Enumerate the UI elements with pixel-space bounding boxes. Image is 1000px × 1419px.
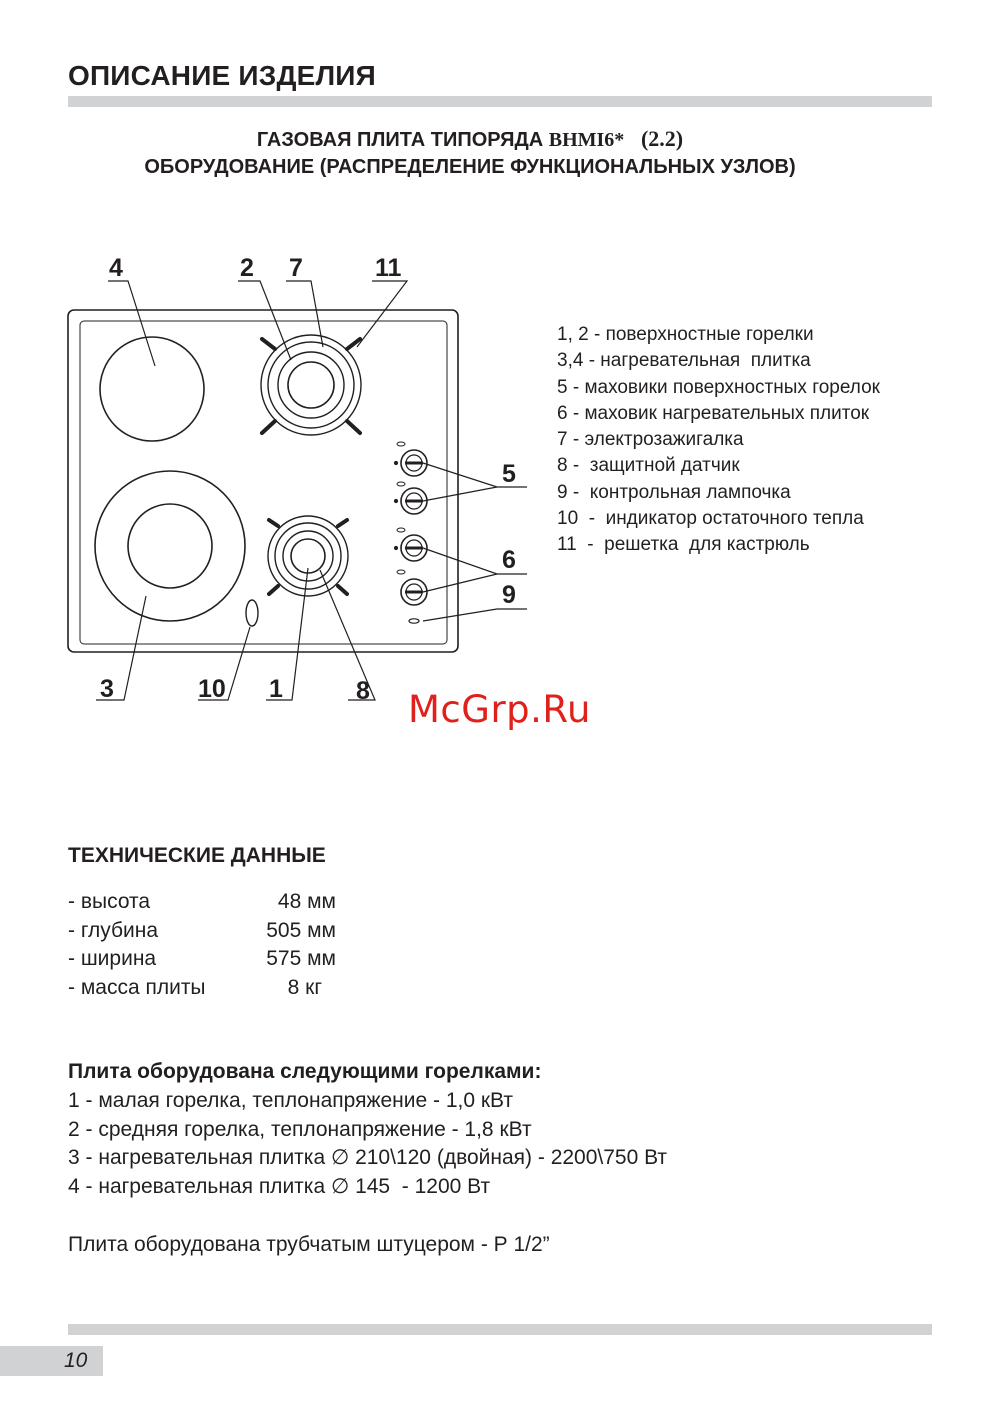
hotplate-4	[100, 337, 204, 441]
legend-item: 8 - защитной датчик	[557, 455, 740, 477]
spec-label: - глубина	[68, 918, 159, 942]
subtitle-line-2: ОБОРУДОВАНИЕ (РАСПРЕДЕЛЕНИЕ ФУНКЦИОНАЛЬНЫХ УЗЛОВ)	[144, 156, 796, 178]
callout-9: 9	[502, 581, 516, 609]
legend-item: 7 - электрозажигалка	[557, 429, 744, 451]
burners-title: Плита оборудована следующими горелками:	[68, 1060, 542, 1083]
model-variant: (2.2)	[640, 126, 684, 151]
burner-item: 4 - нагревательная плитка ∅ 145 - 1200 Вт	[68, 1175, 491, 1199]
spec-value: 8 кг	[287, 976, 322, 1000]
spec-label: - ширина	[68, 947, 157, 971]
knob-burner-1	[394, 482, 427, 514]
subtitle-prefix: ГАЗОВАЯ ПЛИТА ТИПОРЯДА	[256, 129, 549, 151]
spec-value: 505 мм	[266, 918, 336, 942]
callout-6: 6	[502, 546, 516, 574]
tech-data-title: ТЕХНИЧЕСКИЕ ДАННЫЕ	[68, 844, 326, 867]
burner-1	[268, 516, 348, 596]
spec-label: - масса плиты	[68, 976, 206, 1000]
spec-label: - высота	[68, 890, 151, 913]
burner-item: 3 - нагревательная плитка ∅ 210\120 (двойная) - 2200\750 Вт	[68, 1146, 668, 1170]
leader-lines	[96, 281, 527, 700]
callout-2: 2	[240, 254, 254, 282]
page-number: 10	[64, 1349, 88, 1372]
residual-heat-indicator	[246, 600, 258, 626]
hotplate-3-inner	[128, 504, 212, 588]
callout-3: 3	[100, 675, 114, 703]
legend-item: 6 - маховик нагревательных плиток	[557, 402, 870, 424]
callout-7: 7	[289, 254, 303, 282]
cooktop-diagram	[0, 240, 540, 720]
callout-11: 11	[375, 254, 402, 282]
page-number-box	[0, 1346, 103, 1376]
spec-row	[68, 888, 368, 917]
legend-item: 9 - контрольная лампочка	[557, 481, 791, 503]
footer-divider	[68, 1324, 932, 1335]
gas-fitting-note: Плита оборудована трубчатым штуцером - Р 1/2”	[68, 1233, 550, 1256]
knob-hotplate-4	[394, 528, 427, 561]
spec-value: 575 мм	[266, 947, 336, 971]
legend-item: 5 - маховики поверхностных горелок	[557, 376, 880, 398]
burner-item: 2 - средняя горелка, теплонапряжение - 1,8 кВт	[68, 1117, 532, 1141]
callout-1: 1	[269, 675, 283, 703]
control-lamp	[409, 619, 419, 623]
subtitle-line-1	[0, 126, 940, 152]
diagram-legend	[557, 322, 880, 559]
model-code: BHMI6*	[548, 129, 625, 151]
legend-item: 1, 2 - поверхностные горелки	[557, 324, 814, 345]
spec-row	[68, 917, 368, 946]
callout-10: 10	[198, 675, 226, 703]
burners-list	[68, 1087, 667, 1202]
legend-item: 10 - индикатор остаточного тепла	[557, 508, 864, 530]
legend-item: 3,4 - нагревательная плитка	[557, 350, 811, 372]
knob-hotplate-3	[397, 570, 427, 605]
control-knobs	[394, 442, 427, 623]
burner-item: 1 - малая горелка, теплонапряжение - 1,0 кВт	[68, 1089, 513, 1112]
burner-2	[261, 335, 361, 435]
header-divider	[68, 96, 932, 107]
cooktop-outer-frame	[68, 310, 458, 652]
spec-row	[68, 974, 368, 1003]
legend-item: 11 - решетка для кастрюль	[557, 534, 810, 556]
spec-row	[68, 945, 368, 974]
hotplate-3-outer	[95, 471, 245, 621]
knob-burner-2	[394, 442, 427, 476]
page-title: ОПИСАНИЕ ИЗДЕЛИЯ	[68, 60, 376, 91]
spec-value: 48 мм	[277, 890, 336, 913]
callout-4: 4	[109, 254, 123, 282]
callout-8: 8	[356, 677, 370, 705]
callout-5: 5	[502, 460, 516, 488]
tech-data-table	[68, 888, 368, 1003]
watermark: McGrp.Ru	[408, 688, 591, 731]
